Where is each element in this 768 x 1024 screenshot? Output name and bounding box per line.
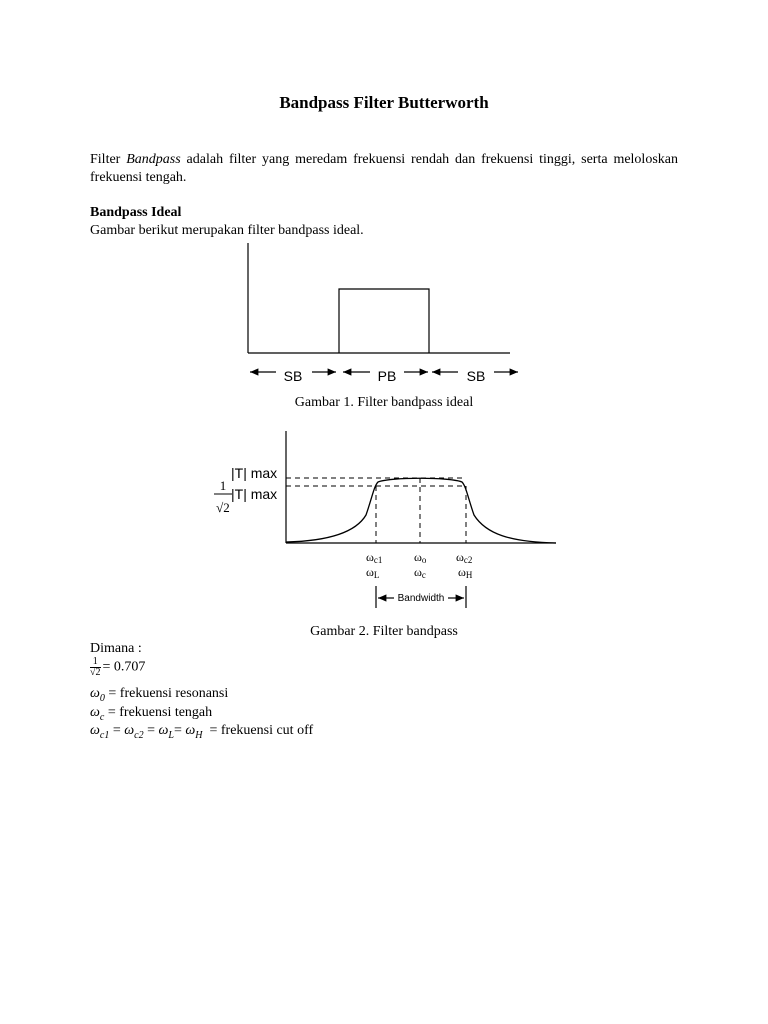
definition-cutoff: $\omega_{c1} = \omega_{c2} = \omega_L= \omega_H$ = frekuensi cut off (90, 723, 314, 741)
fig2-fraction-num: 1 (219, 478, 227, 493)
fig2-response-curve (286, 478, 556, 543)
figure1-caption: Gambar 1. Filter bandpass ideal (294, 395, 474, 410)
definitions-intro: Dimana : (90, 641, 142, 656)
page-title: Bandpass Filter Butterworth (279, 93, 489, 112)
fig2-bandwidth-label: Bandwidth (397, 593, 445, 604)
ratio-fraction: $\frac{1}{√2}$ (90, 656, 101, 678)
fig2-fraction-den: √2 (216, 500, 230, 515)
fig1-label-sb-right: SB (466, 368, 486, 384)
intro-prefix: Filter (90, 152, 127, 167)
fig2-label-wH: ωH (458, 565, 473, 580)
fig2-label-tsub: |T| max (231, 486, 278, 502)
figure2-caption: Gambar 2. Filter bandpass (310, 624, 458, 639)
figure-bandpass-response (0, 420, 768, 620)
fig2-label-wo: ωo (414, 550, 427, 565)
intro-suffix: adalah filter yang meredam frekuensi rendah dan frekuensi tinggi, serta meloloskan frekuensi tengah. (90, 152, 678, 185)
fig2-label-tmax: |T| max (231, 465, 278, 481)
fig1-passband (339, 289, 429, 353)
fig1-label-sb-left: SB (283, 368, 303, 384)
fig2-label-wL: ωL (366, 565, 380, 580)
section-text-ideal: Gambar berikut merupakan filter bandpass ideal. (90, 223, 364, 238)
definition-ratio (90, 657, 145, 678)
intro-emphasis: Bandpass (126, 152, 181, 167)
fig1-label-pb: PB (377, 368, 397, 384)
fig2-label-wc: ωc (414, 565, 426, 580)
definition-w0: $\omega_0$ = frekuensi resonansi (90, 686, 229, 704)
fig2-label-wc2: ωc2 (456, 550, 473, 565)
figure-ideal-bandpass (0, 0, 768, 400)
ratio-value: = 0.707 (102, 659, 146, 675)
fig2-label-wc1: ωc1 (366, 550, 383, 565)
definition-wc: $\omega_c$ = frekuensi tengah (90, 705, 213, 723)
section-heading-ideal: Bandpass Ideal (90, 205, 182, 220)
